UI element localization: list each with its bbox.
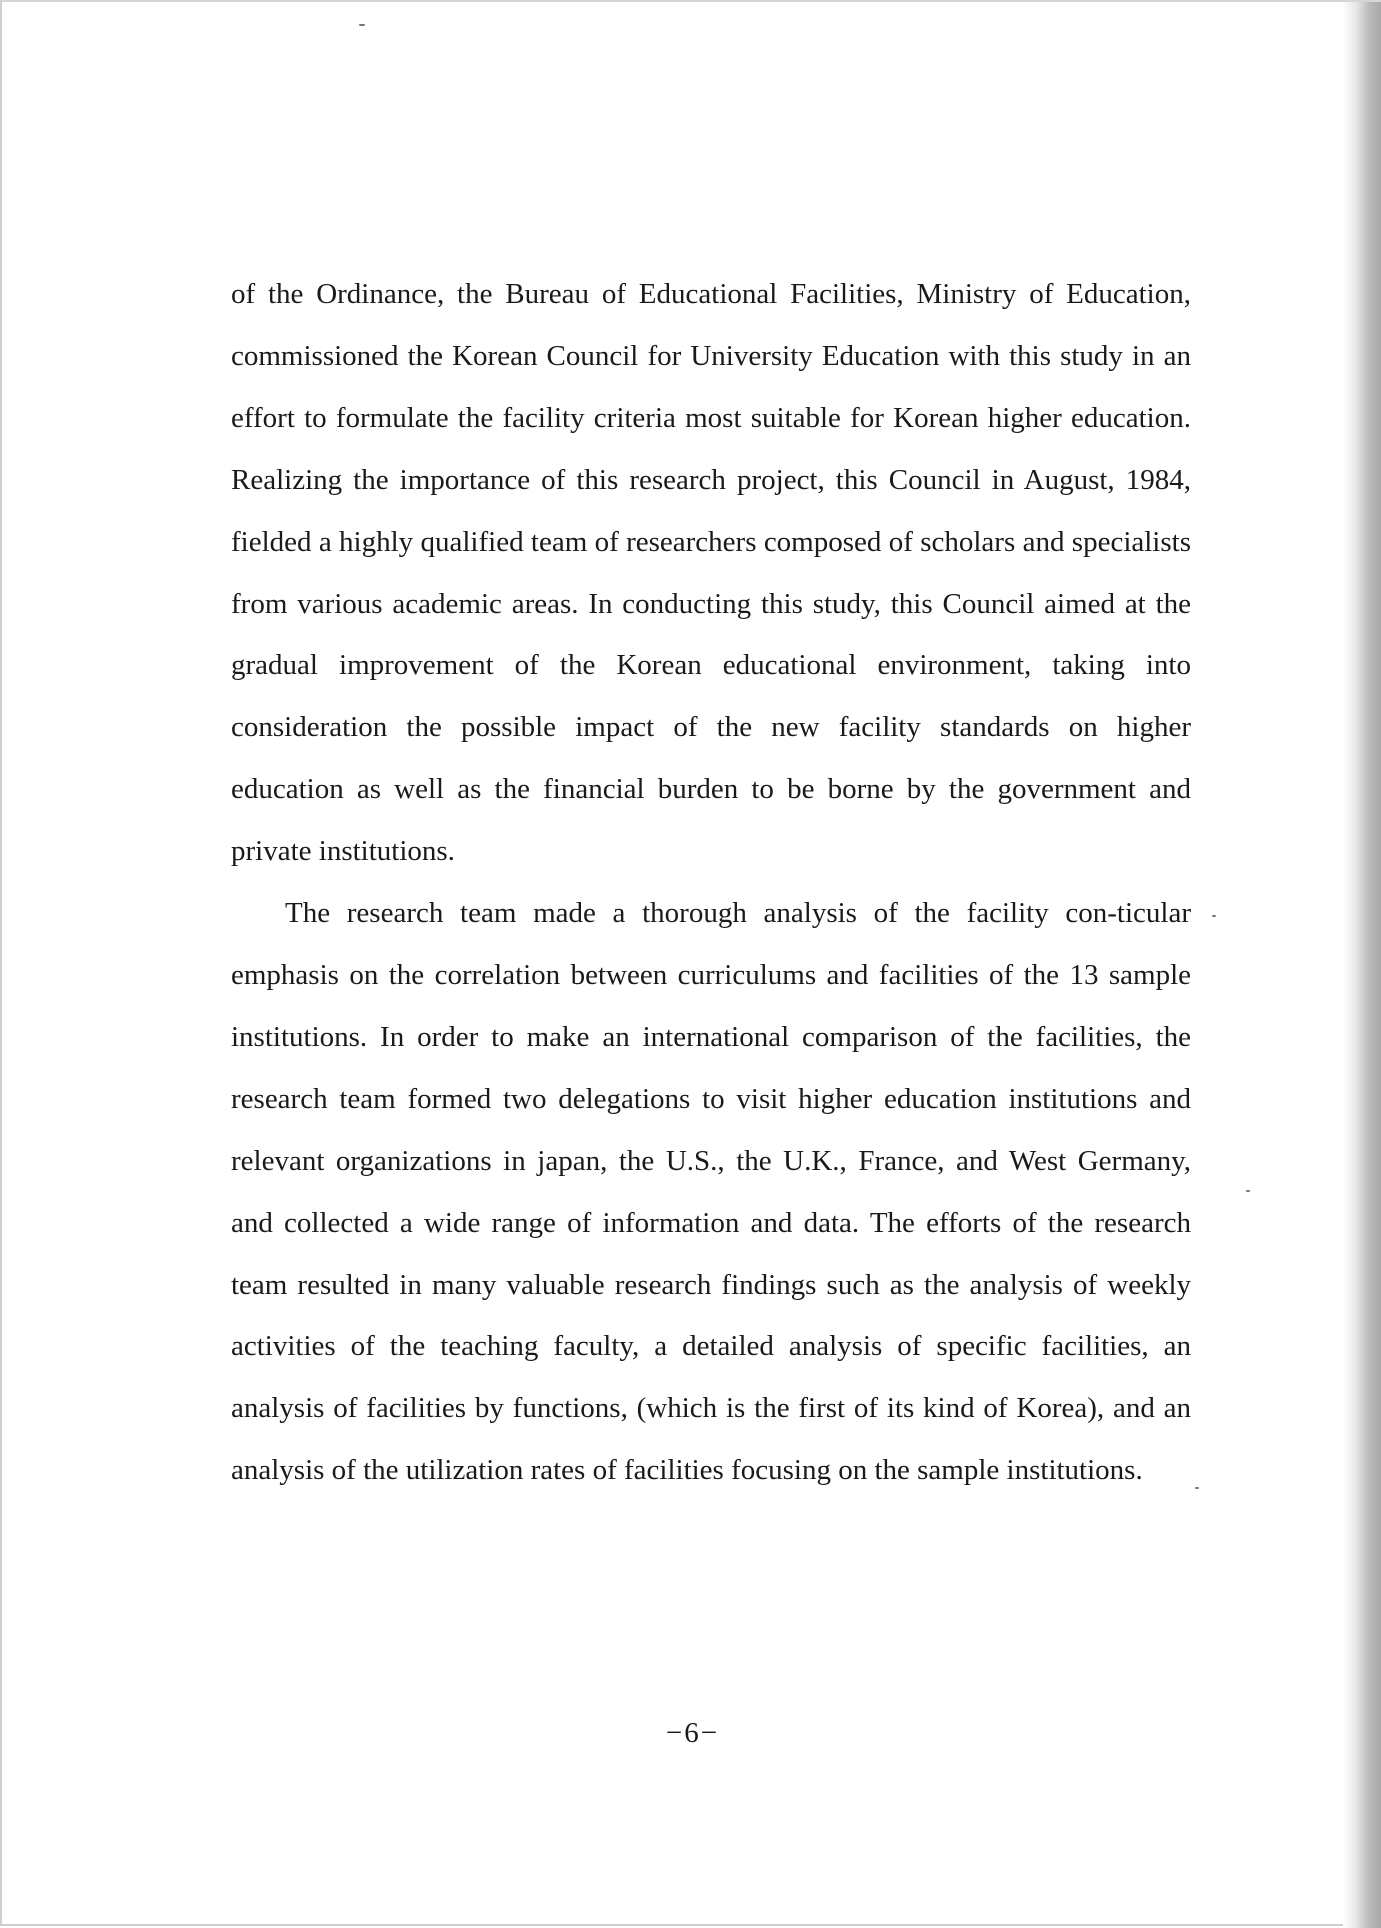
page-edge-shadow [1343, 2, 1381, 1928]
scan-speck [1246, 1190, 1250, 1192]
paragraph: The research team made a thorough analysis of the facility con-ticular emphasis on the correlation between curriculums and facilities of the 13 sample institutions. In order to make an international comparison of the facilities, the research team formed two delegations to visit higher education institutions and relevant organizations in japan, the U.S., the U.K., France, and West Germany, and collected a wide range of information and data. The efforts of the research team resulted in many valuable research findings such as the analysis of weekly activities of the teaching faculty, a detailed analysis of specific facilities, an analysis of facilities by functions, (which is the first of its kind of Korea), and an analysis of the utilization rates of facilities focusing on the sample institutions. [231, 897, 1191, 1487]
scan-speck [359, 24, 365, 26]
page-number: −6− [665, 1717, 720, 1749]
scan-speck [1212, 915, 1216, 917]
body-text [231, 264, 1191, 1502]
paragraph: of the Ordinance, the Bureau of Educational Facilities, Ministry of Education, commissioned the Korean Council for University Education with this study in an effort to formulate the facility criteria most suitable for Korean higher education. Realizing the importance of this research project, this Council in August, 1984, fielded a highly qualified team of researchers composed of scholars and specialists from various academic areas. In conducting this study, this Council aimed at the gradual improvement of the Korean educational environment, taking into consideration the possible impact of the new facility standards on higher education as well as the financial burden to be borne by the government and private institutions. [231, 278, 1191, 868]
scan-speck [1195, 1487, 1199, 1489]
